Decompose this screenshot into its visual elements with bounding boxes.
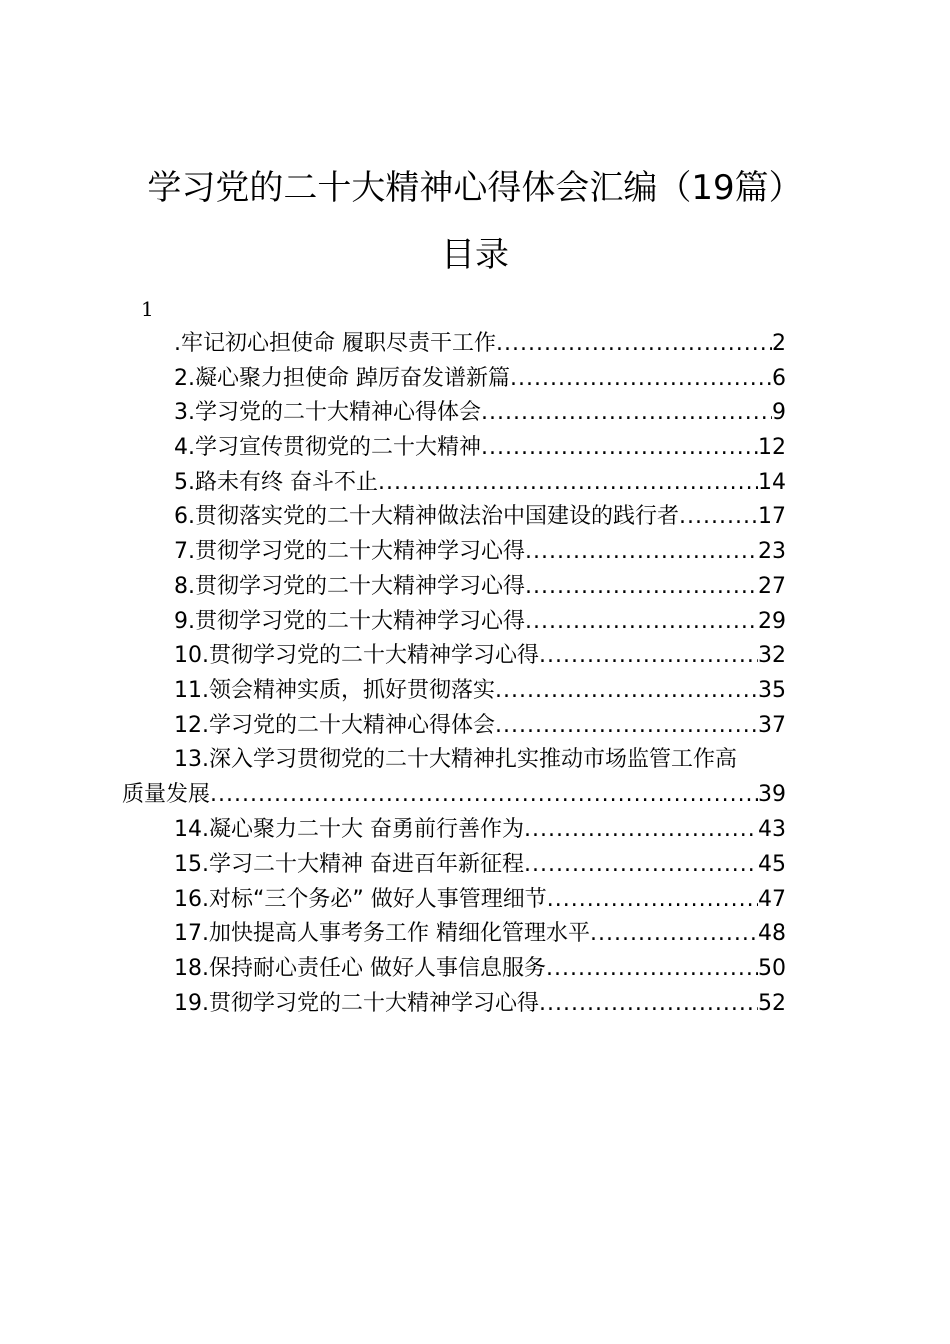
toc-entry-label-line2: 质量发展 (122, 782, 211, 807)
toc-leader-dots (547, 883, 758, 917)
toc-entry-page: 29 (758, 609, 786, 634)
toc-entry-1[interactable] (174, 327, 786, 361)
toc-entry-page: 50 (758, 956, 786, 981)
toc-entry-label: 19.贯彻学习党的二十大精神学习心得 (174, 991, 539, 1016)
toc-heading: 目录 (441, 235, 509, 275)
toc-leader-dots (525, 535, 758, 569)
toc-entry-10[interactable] (174, 639, 786, 673)
toc-entry-15[interactable] (174, 848, 786, 882)
toc-entry-label: 8.贯彻学习党的二十大精神学习心得 (174, 574, 525, 599)
toc-leader-dots (679, 500, 758, 534)
toc-entry-label: .牢记初心担使命 履职尽责干工作 (174, 331, 496, 356)
toc-entry-label: 7.贯彻学习党的二十大精神学习心得 (174, 539, 525, 564)
toc-leader-dots (524, 848, 758, 882)
toc-entry-page: 32 (758, 643, 786, 668)
toc-entry-page: 47 (758, 887, 786, 912)
toc-entry-8[interactable] (174, 570, 786, 604)
toc-entry-16[interactable] (174, 883, 786, 917)
stray-number: 1 (141, 297, 154, 321)
toc-entry-12[interactable] (174, 709, 786, 743)
toc-leader-dots (495, 709, 758, 743)
toc-entry-page: 9 (772, 400, 786, 425)
toc-entry-label: 17.加快提高人事考务工作 精细化管理水平 (174, 921, 590, 946)
document-title: 学习党的二十大精神心得体会汇编（19篇） (147, 168, 803, 208)
toc-entry-page: 37 (758, 713, 786, 738)
toc-entry-page: 23 (758, 539, 786, 564)
toc-entry-4[interactable] (174, 431, 786, 465)
toc-entry-label: 9.贯彻学习党的二十大精神学习心得 (174, 609, 525, 634)
toc-entry-label: 3.学习党的二十大精神心得体会 (174, 400, 481, 425)
toc-entry-label: 10.贯彻学习党的二十大精神学习心得 (174, 643, 539, 668)
toc-entry-page: 12 (758, 435, 786, 460)
toc-entry-3[interactable] (174, 396, 786, 430)
toc-entry-label: 15.学习二十大精神 奋进百年新征程 (174, 852, 524, 877)
toc-entry-9[interactable] (174, 605, 786, 639)
toc-leader-dots (524, 813, 758, 847)
toc-entry-page: 35 (758, 678, 786, 703)
toc-leader-dots (539, 639, 758, 673)
toc-entry-page: 52 (758, 991, 786, 1016)
toc-entry-5[interactable] (174, 466, 786, 500)
toc-entry-label: 5.路未有终 奋斗不止 (174, 470, 378, 495)
toc-leader-dots (590, 917, 758, 951)
toc-leader-dots (510, 362, 772, 396)
toc-entry-label: 14.凝心聚力二十大 奋勇前行善作为 (174, 817, 524, 842)
toc-entry-label: 4.学习宣传贯彻党的二十大精神 (174, 435, 481, 460)
toc-entry-page: 2 (772, 331, 786, 356)
toc-leader-dots (378, 466, 758, 500)
toc-entry-page: 39 (758, 782, 786, 807)
toc-entry-label: 11.领会精神实质，抓好贯彻落实 (174, 678, 495, 703)
toc-entry-page: 48 (758, 921, 786, 946)
toc-entry-line2 (122, 778, 786, 812)
toc-entry-label: 12.学习党的二十大精神心得体会 (174, 713, 495, 738)
toc-entry-page: 6 (772, 366, 786, 391)
toc-entry-18[interactable] (174, 952, 786, 986)
toc-entry-page: 43 (758, 817, 786, 842)
toc-entry-7[interactable] (174, 535, 786, 569)
toc-entry-13[interactable] (0, 743, 950, 813)
toc-entry-page: 45 (758, 852, 786, 877)
toc-entry-label: 16.对标“三个务必” 做好人事管理细节 (174, 887, 547, 912)
toc-leader-dots (481, 431, 758, 465)
toc-entry-19[interactable] (174, 987, 786, 1021)
toc-entry-page: 17 (758, 504, 786, 529)
toc-entry-2[interactable] (174, 362, 786, 396)
toc-entry-label: 18.保持耐心责任心 做好人事信息服务 (174, 956, 546, 981)
toc-entry-label-line1: 13.深入学习贯彻党的二十大精神扎实推动市场监管工作高 (174, 747, 737, 772)
toc-leader-dots (481, 396, 772, 430)
toc-entry-14[interactable] (174, 813, 786, 847)
toc-entry-11[interactable] (174, 674, 786, 708)
toc-entry-6[interactable] (174, 500, 786, 534)
toc-entry-label: 2.凝心聚力担使命 踔厉奋发谱新篇 (174, 366, 510, 391)
toc-leader-dots (495, 674, 758, 708)
toc-leader-dots (539, 987, 758, 1021)
toc-leader-dots (210, 778, 758, 812)
toc-leader-dots (525, 570, 758, 604)
toc-entry-page: 14 (758, 470, 786, 495)
toc-leader-dots (525, 605, 758, 639)
toc-leader-dots (496, 327, 772, 361)
toc-entry-page: 27 (758, 574, 786, 599)
toc-entry-label: 6.贯彻落实党的二十大精神做法治中国建设的践行者 (174, 504, 679, 529)
toc-entry-17[interactable] (174, 917, 786, 951)
toc-leader-dots (546, 952, 758, 986)
